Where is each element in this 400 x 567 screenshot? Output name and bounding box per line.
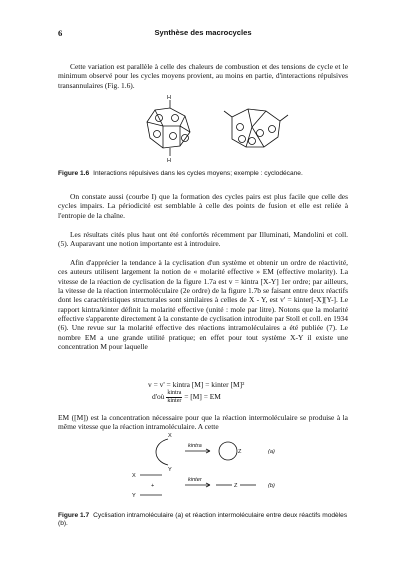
paragraph-2: On constate aussi (courbe I) que la formation des cycles pairs est plus facile que celle des cycles impairs. La périodicité est semblable à celle des points de fusion et elle est reliée à l'entropie de la chaîne. bbox=[58, 192, 348, 220]
z-label-a: Z bbox=[238, 449, 242, 455]
paragraph-5: EM ([M]) est la concentration nécessaire pour que la réaction intermoléculaire se produise à la même vitesse que la réaction intramoléculaire. A cette bbox=[58, 413, 348, 432]
reactant-xy-chain bbox=[156, 439, 168, 465]
equation-2 bbox=[152, 390, 221, 405]
figure-1-7-label: Figure 1.7 bbox=[58, 512, 90, 519]
k-inter-label: kinter bbox=[188, 477, 202, 483]
running-title: Synthèse des macrocycles bbox=[154, 28, 252, 37]
z-label-b: Z bbox=[234, 483, 238, 489]
part-b-label: (b) bbox=[268, 483, 275, 489]
x-label-a: X bbox=[168, 433, 172, 439]
y-label-b: Y bbox=[132, 493, 136, 499]
figure-1-6-label: Figure 1.6 bbox=[58, 170, 90, 177]
figure-1-6-molecule-left bbox=[135, 95, 210, 164]
equation-2-prefix: d'où bbox=[152, 392, 165, 402]
y-label-a: Y bbox=[168, 467, 172, 473]
k-intra-label: kintra bbox=[188, 443, 202, 449]
equation-1: v = v' = kintra [M] = kinter [M]² bbox=[148, 380, 245, 389]
rate-constant-fraction bbox=[166, 390, 182, 405]
equation-2-suffix: = [M] = EM bbox=[184, 392, 221, 402]
fraction-denominator: kinter bbox=[167, 398, 182, 404]
page-number: 6 bbox=[58, 28, 63, 38]
cyclized-product-ring bbox=[219, 442, 237, 460]
x-label-b: X bbox=[132, 473, 136, 479]
figure-1-6-caption bbox=[58, 170, 348, 178]
figure-1-7-caption-text: Cyclisation intramoléculaire (a) et réaction intermoléculaire entre deux réactifs modèles (b). bbox=[58, 512, 348, 528]
figure-1-7-scheme bbox=[132, 433, 320, 508]
paragraph-1: Cette variation est parallèle à celle des chaleurs de combustion et des tensions de cycle et le minimum observé pour les cycles moyens provient, au moins en partie, d'interactions répulsives transannulaires (Fig. 1.6). bbox=[58, 62, 348, 90]
paragraph-4: Afin d'apprécier la tendance à la cyclisation d'un système et obtenir un ordre de réactivité, ces auteurs utilisent largement la notion de « molarité effective » EM (effective molarity). La vitesse de la réaction de cyclisation de la figure 1.7a est v = kintra [X-Y] 1er ordre; par ailleurs, la vitesse de la réaction intermoléculaire (2e ordre) de la figure 1.7b se faisant entre deux réactifs dont les caractéristiques structurales sont similaires à celles de X - Y, est v' = kinter[-X][Y-]. Le rapport kintra/kinter définit la molarité effective (unité : mole par litre). Notons que la molarité effective s'apparente directement à la constante de cyclisation introduite par Stoll et coll. en 1934 (6). Une revue sur la molarité effective des réactions intramoléculaires a été publiée (7). Le nombre EM a une grande utilité pratique; en effet pour tout système X-Y il existe une concentration M pour laquelle bbox=[58, 258, 348, 352]
fraction-numerator: kintra bbox=[167, 390, 182, 396]
figure-1-6-molecule-right bbox=[222, 103, 292, 153]
figure-1-7-caption bbox=[58, 512, 348, 528]
plus-sign: + bbox=[151, 483, 155, 489]
paragraph-3: Les résultats cités plus haut ont été confortés récemment par Illuminati, Mandolini et coll. (5). Auparavant une notion importante est à introduire. bbox=[58, 230, 348, 249]
figure-1-6-caption-text: Interactions répulsives dans les cycles moyens; exemple : cyclodécane. bbox=[93, 170, 303, 177]
hydrogen-label-top: H bbox=[167, 95, 172, 101]
part-a-label: (a) bbox=[268, 449, 275, 455]
hydrogen-label-bottom: H bbox=[167, 158, 172, 164]
